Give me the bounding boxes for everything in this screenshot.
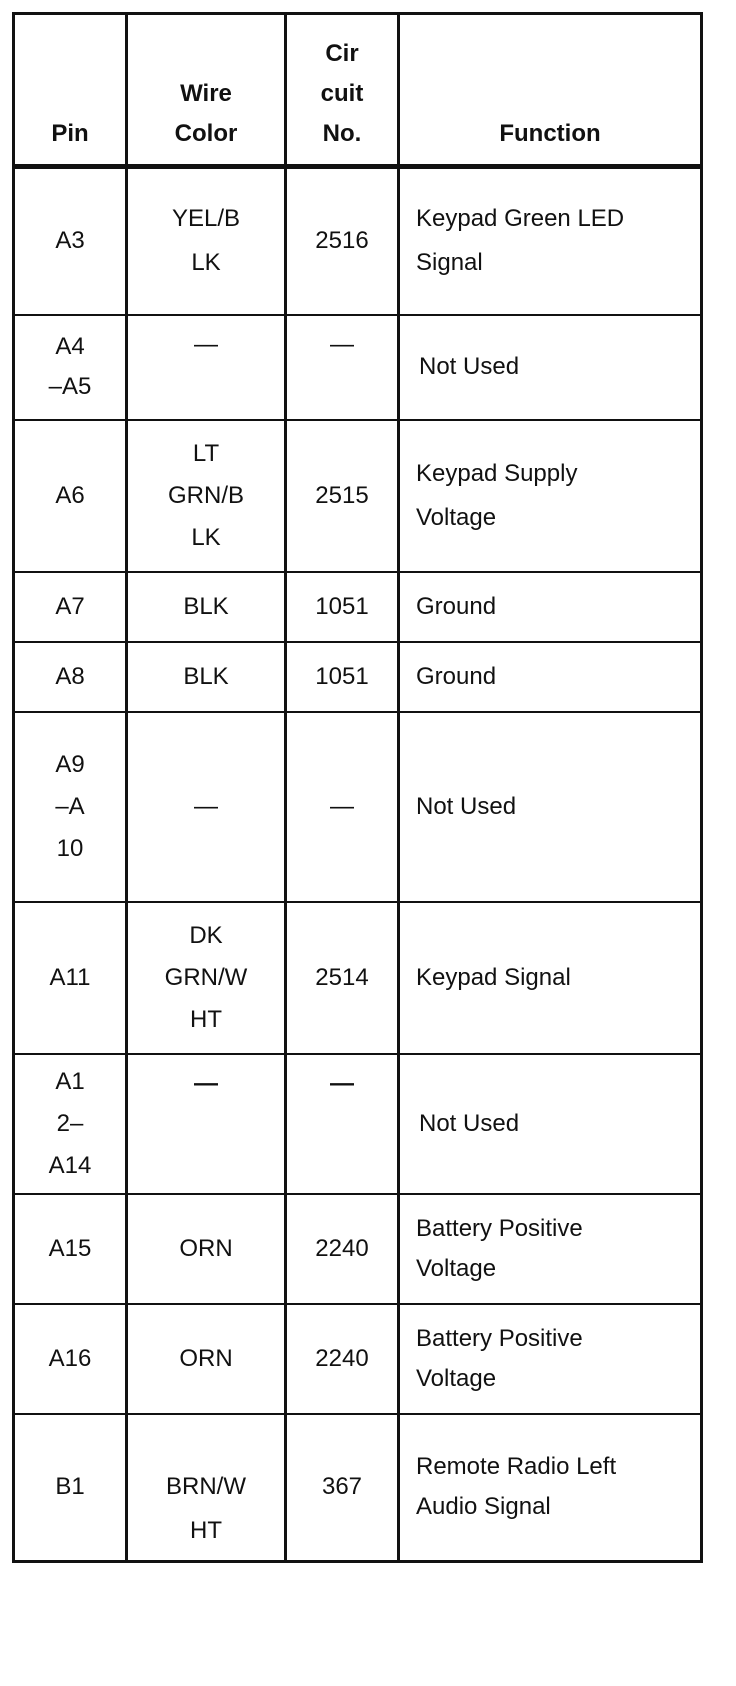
wire-color-text: — (194, 330, 218, 358)
table-row (14, 712, 702, 902)
wire-color-cell (127, 572, 286, 642)
wire-color-text: LK (191, 249, 221, 277)
circuit-text: 2240 (315, 1234, 369, 1262)
function-text: Battery Positive (416, 1214, 583, 1242)
function-cell (399, 1054, 702, 1194)
circuit-text: 2515 (315, 481, 369, 509)
table-row (14, 167, 702, 315)
circuit-cell (286, 902, 399, 1054)
circuit-text: 367 (321, 1473, 363, 1501)
pin-text: A8 (55, 662, 85, 690)
table-row (14, 572, 702, 642)
function-text: Battery Positive (416, 1324, 583, 1352)
circuit-cell (286, 315, 399, 420)
function-cell (399, 1194, 702, 1304)
header-row (14, 14, 702, 167)
function-text: Not Used (416, 792, 517, 820)
header-circuit-line3: No. (322, 120, 362, 147)
wire-color-cell (127, 315, 286, 420)
wire-color-cell (127, 712, 286, 902)
circuit-text: 1051 (315, 592, 369, 620)
table-row (14, 1194, 702, 1304)
function-text: Keypad Green LED (416, 205, 625, 233)
pin-cell (14, 420, 127, 572)
wire-color-cell (127, 1414, 286, 1562)
circuit-text: — (330, 792, 354, 820)
function-text: Signal (416, 249, 483, 277)
pin-text: A9 (55, 750, 85, 778)
function-cell (399, 1414, 702, 1562)
header-pin-label: Pin (51, 120, 89, 147)
wire-color-cell (127, 1304, 286, 1414)
wire-color-text: BLK (183, 592, 229, 620)
pin-text: A15 (48, 1234, 92, 1262)
table-row (14, 420, 702, 572)
table-row (14, 315, 702, 420)
wire-color-text: HT (190, 1517, 222, 1545)
pin-text: A3 (55, 227, 85, 255)
circuit-cell (286, 642, 399, 712)
pin-cell (14, 1054, 127, 1194)
pin-text: A11 (49, 963, 91, 991)
function-text: Remote Radio Left (416, 1453, 617, 1481)
circuit-cell (286, 572, 399, 642)
function-cell (399, 315, 702, 420)
circuit-cell (286, 420, 399, 572)
table-header (14, 14, 702, 167)
wire-color-cell (127, 420, 286, 572)
function-text: Voltage (416, 503, 497, 531)
pin-cell (14, 1194, 127, 1304)
pin-text: A16 (48, 1344, 92, 1372)
wire-color-cell (127, 1054, 286, 1194)
function-cell (399, 420, 702, 572)
wire-color-text: BLK (183, 662, 229, 690)
circuit-cell (286, 1304, 399, 1414)
wire-color-text: GRN/W (164, 963, 248, 991)
circuit-text: — (330, 1069, 354, 1097)
wire-color-text: BRN/W (166, 1473, 246, 1501)
function-text: Keypad Signal (416, 963, 571, 991)
header-circuit-number (286, 14, 399, 167)
table-row (14, 902, 702, 1054)
circuit-text: 1051 (315, 662, 369, 690)
circuit-cell (286, 1054, 399, 1194)
table-body (14, 167, 702, 1562)
function-text: Not Used (419, 353, 520, 380)
pin-text: A6 (55, 481, 85, 509)
wire-color-cell (127, 167, 286, 315)
function-cell (399, 1304, 702, 1414)
wire-color-text: — (194, 792, 218, 820)
table-row (14, 1414, 702, 1562)
function-cell (399, 642, 702, 712)
wire-color-cell (127, 1194, 286, 1304)
pin-text: –A5 (48, 373, 92, 400)
circuit-cell (286, 1194, 399, 1304)
table-row (14, 1304, 702, 1414)
pin-cell (14, 1304, 127, 1414)
pin-text: A4 (55, 333, 85, 360)
pin-cell (14, 712, 127, 902)
function-text: Ground (416, 662, 497, 690)
circuit-cell (286, 167, 399, 315)
wire-color-text: DK (189, 921, 223, 949)
wire-color-text: LT (192, 439, 220, 467)
function-cell (399, 712, 702, 902)
function-text: Voltage (416, 1364, 497, 1392)
pin-text: 2– (56, 1109, 84, 1137)
pin-text: A7 (55, 592, 85, 620)
wire-color-text: LK (191, 523, 221, 551)
function-text: Not Used (419, 1109, 520, 1137)
pin-cell (14, 167, 127, 315)
wire-color-text: ORN (179, 1234, 233, 1262)
connector-pinout-table (12, 12, 703, 1563)
wire-color-text: HT (190, 1005, 222, 1033)
circuit-text: 2514 (315, 963, 369, 991)
wire-color-cell (127, 902, 286, 1054)
pin-text: A14 (48, 1151, 92, 1179)
wire-color-text: YEL/B (171, 205, 241, 233)
header-circuit-line1: Cir (325, 40, 359, 67)
function-cell (399, 167, 702, 315)
header-pin (14, 14, 127, 167)
wire-color-text: GRN/B (167, 481, 244, 509)
header-function (399, 14, 702, 167)
header-wire-color-line1: Wire (180, 80, 232, 107)
circuit-cell (286, 712, 399, 902)
function-text: Audio Signal (416, 1493, 551, 1521)
header-circuit-line2: cuit (320, 80, 364, 107)
header-wire-color-line2: Color (174, 120, 238, 147)
header-function-label: Function (499, 120, 601, 147)
function-cell (399, 902, 702, 1054)
circuit-text: — (330, 330, 354, 358)
function-text: Keypad Supply (416, 459, 578, 487)
table-row (14, 1054, 702, 1194)
pin-cell (14, 902, 127, 1054)
function-cell (399, 572, 702, 642)
function-text: Ground (416, 592, 497, 620)
pin-text: A1 (55, 1067, 85, 1095)
wire-color-text: — (194, 1069, 218, 1097)
circuit-text: 2516 (315, 227, 369, 255)
circuit-text: 2240 (315, 1344, 369, 1372)
pin-text: B1 (55, 1473, 85, 1501)
pin-cell (14, 1414, 127, 1562)
pin-cell (14, 642, 127, 712)
wire-color-cell (127, 642, 286, 712)
circuit-cell (286, 1414, 399, 1562)
header-wire-color (127, 14, 286, 167)
pin-cell (14, 572, 127, 642)
pin-text: 10 (56, 834, 84, 862)
wire-color-text: ORN (179, 1344, 233, 1372)
function-text: Voltage (416, 1254, 497, 1282)
table-row (14, 642, 702, 712)
pin-cell (14, 315, 127, 420)
pin-text: –A (55, 792, 85, 820)
